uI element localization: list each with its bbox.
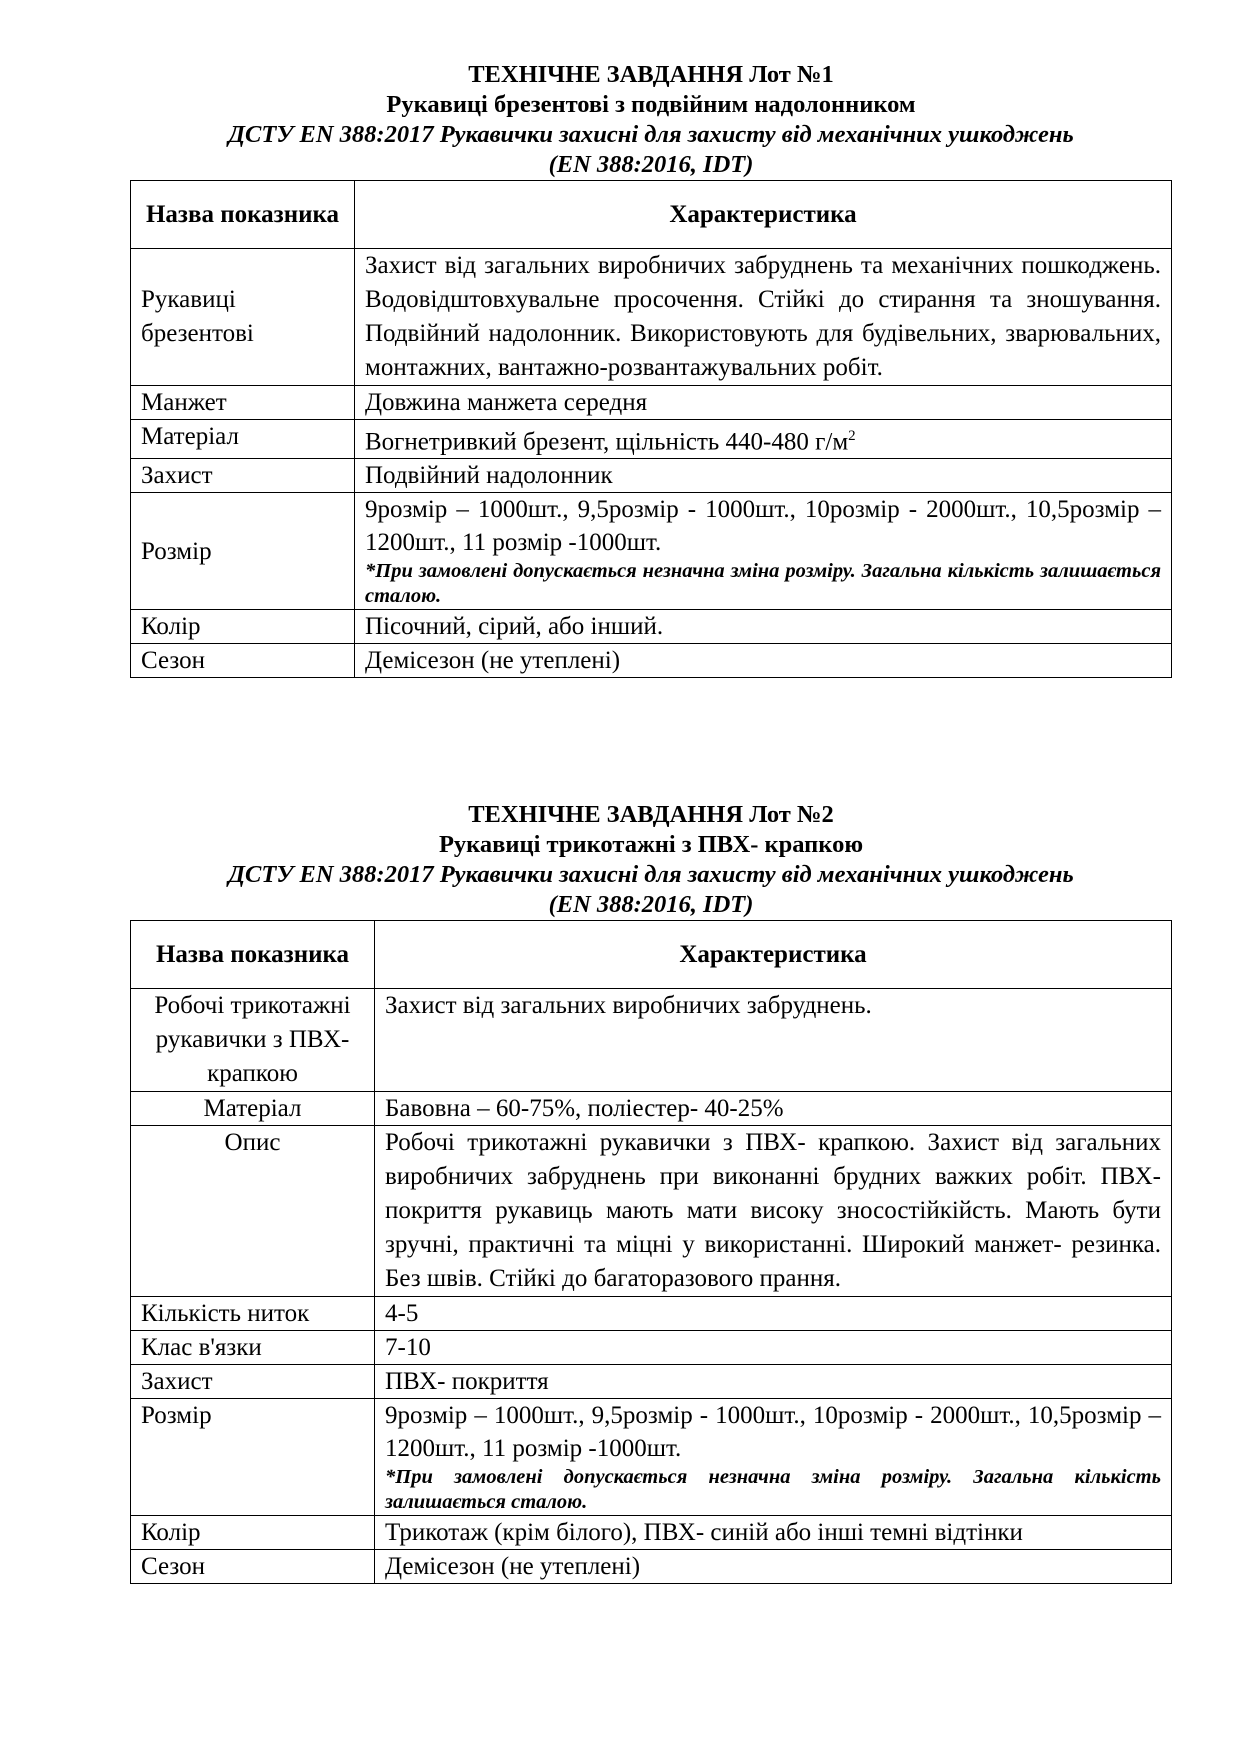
row-name: Захист [131, 1365, 375, 1399]
row-value [375, 1399, 1172, 1516]
lot-1-section [130, 60, 1172, 678]
lot-2-standard: ДСТУ EN 388:2017 Рукавички захисні для захисту від механічних ушкоджень [228, 861, 1074, 888]
table-row [131, 386, 1172, 420]
table-row [131, 1399, 1172, 1516]
row-value [355, 493, 1172, 610]
table-row [131, 610, 1172, 644]
size-text: 9розмір – 1000шт., 9,5розмір - 1000шт., 10розмір - 2000шт., 10,5розмір – 1200шт., 11 розмір -1000шт. [365, 496, 1161, 557]
lot-2-spec-table [130, 920, 1172, 1584]
column-header-characteristic: Характеристика [375, 921, 1172, 989]
size-note: *При замовлені допускається незначна зміна розміру. Загальна кількість залишається сталою. [365, 560, 1161, 608]
lot-1-spec-table [130, 180, 1172, 678]
row-value: Подвійний надолонник [355, 459, 1172, 493]
row-name: Колір [131, 1516, 375, 1550]
table-row [131, 459, 1172, 493]
row-value: Демісезон (не утеплені) [355, 644, 1172, 678]
row-value: Захист від загальних виробничих забруднень. [375, 989, 1172, 1092]
row-value: 7-10 [375, 1331, 1172, 1365]
row-value: 4-5 [375, 1297, 1172, 1331]
table-row [131, 989, 1172, 1092]
lot-1-standard: ДСТУ EN 388:2017 Рукавички захисні для захисту від механічних ушкоджень [228, 121, 1074, 148]
column-header-name: Назва показника [131, 181, 355, 249]
table-row [131, 1516, 1172, 1550]
row-value: ПВХ- покриття [375, 1365, 1172, 1399]
size-note: *При замовлені допускається незначна зміна розміру. Загальна кількість залишається сталою. [385, 1466, 1161, 1513]
row-name: Рукавиці брезентові [131, 249, 355, 386]
column-header-name: Назва показника [131, 921, 375, 989]
row-name: Розмір [131, 1399, 375, 1516]
row-value: Пісочний, сірий, або інший. [355, 610, 1172, 644]
row-name: Захист [131, 459, 355, 493]
row-value: Бавовна – 60-75%, поліестер- 40-25% [375, 1092, 1172, 1126]
table-row [131, 1550, 1172, 1584]
row-value: Трикотаж (крім білого), ПВХ- синій або інші темні відтінки [375, 1516, 1172, 1550]
table-row [131, 1331, 1172, 1365]
size-text: 9розмір – 1000шт., 9,5розмір - 1000шт., 10розмір - 2000шт., 10,5розмір – 1200шт., 11 розмір -1000шт. [385, 1402, 1161, 1462]
material-text: Вогнетривкий брезент, щільність 440-480 г/м [365, 428, 849, 456]
lot-2-section [130, 800, 1172, 1584]
lot-2-standard-ref: (EN 388:2016, IDT) [548, 891, 754, 918]
lot-1-standard-ref: (EN 388:2016, IDT) [548, 151, 754, 178]
table-header-row [131, 921, 1172, 989]
lot-2-header [130, 800, 1172, 920]
row-name: Матеріал [131, 420, 355, 459]
row-value [355, 420, 1172, 459]
table-header-row [131, 181, 1172, 249]
column-header-characteristic: Характеристика [355, 181, 1172, 249]
row-name: Робочі трикотажні рукавички з ПВХ- крапкою [131, 989, 375, 1092]
lot-1-subtitle: Рукавиці брезентові з подвійним надолонником [386, 91, 916, 118]
row-value: Захист від загальних виробничих забруднень та механічних пошкоджень. Водовідштовхувальне просочення. Стійкі до стирання та зношування. Подвійний надолонник. Використовують для будівельних, зварювальних, монтажних, вантажно-розвантажувальних робіт. [355, 249, 1172, 386]
row-name: Клас в'язки [131, 1331, 375, 1365]
row-value: Демісезон (не утеплені) [375, 1550, 1172, 1584]
unit-superscript: 2 [848, 428, 856, 444]
table-row [131, 249, 1172, 386]
table-row [131, 1365, 1172, 1399]
table-row [131, 644, 1172, 678]
row-name: Кількість ниток [131, 1297, 375, 1331]
row-name: Сезон [131, 1550, 375, 1584]
row-value: Довжина манжета середня [355, 386, 1172, 420]
row-name: Розмір [131, 493, 355, 610]
row-name: Матеріал [131, 1092, 375, 1126]
row-name: Опис [131, 1126, 375, 1297]
table-row [131, 1092, 1172, 1126]
table-row [131, 1126, 1172, 1297]
lot-2-title: ТЕХНІЧНЕ ЗАВДАННЯ Лот №2 [468, 801, 834, 828]
lot-1-header [130, 60, 1172, 180]
table-row [131, 420, 1172, 459]
row-name: Сезон [131, 644, 355, 678]
row-name: Колір [131, 610, 355, 644]
lot-1-title: ТЕХНІЧНЕ ЗАВДАННЯ Лот №1 [468, 61, 834, 88]
table-row [131, 493, 1172, 610]
table-row [131, 1297, 1172, 1331]
row-name: Манжет [131, 386, 355, 420]
lot-2-subtitle: Рукавиці трикотажні з ПВХ- крапкою [438, 831, 864, 858]
row-value: Робочі трикотажні рукавички з ПВХ- крапкою. Захист від загальних виробничих забруднень при виконанні брудних важких робіт. ПВХ- покриття рукавиць мають мати високу зносостійкійсть. Мають бути зручні, практичні та міцні у використанні. Широкий манжет- резинка. Без швів. Стійкі до багаторазового прання. [375, 1126, 1172, 1297]
